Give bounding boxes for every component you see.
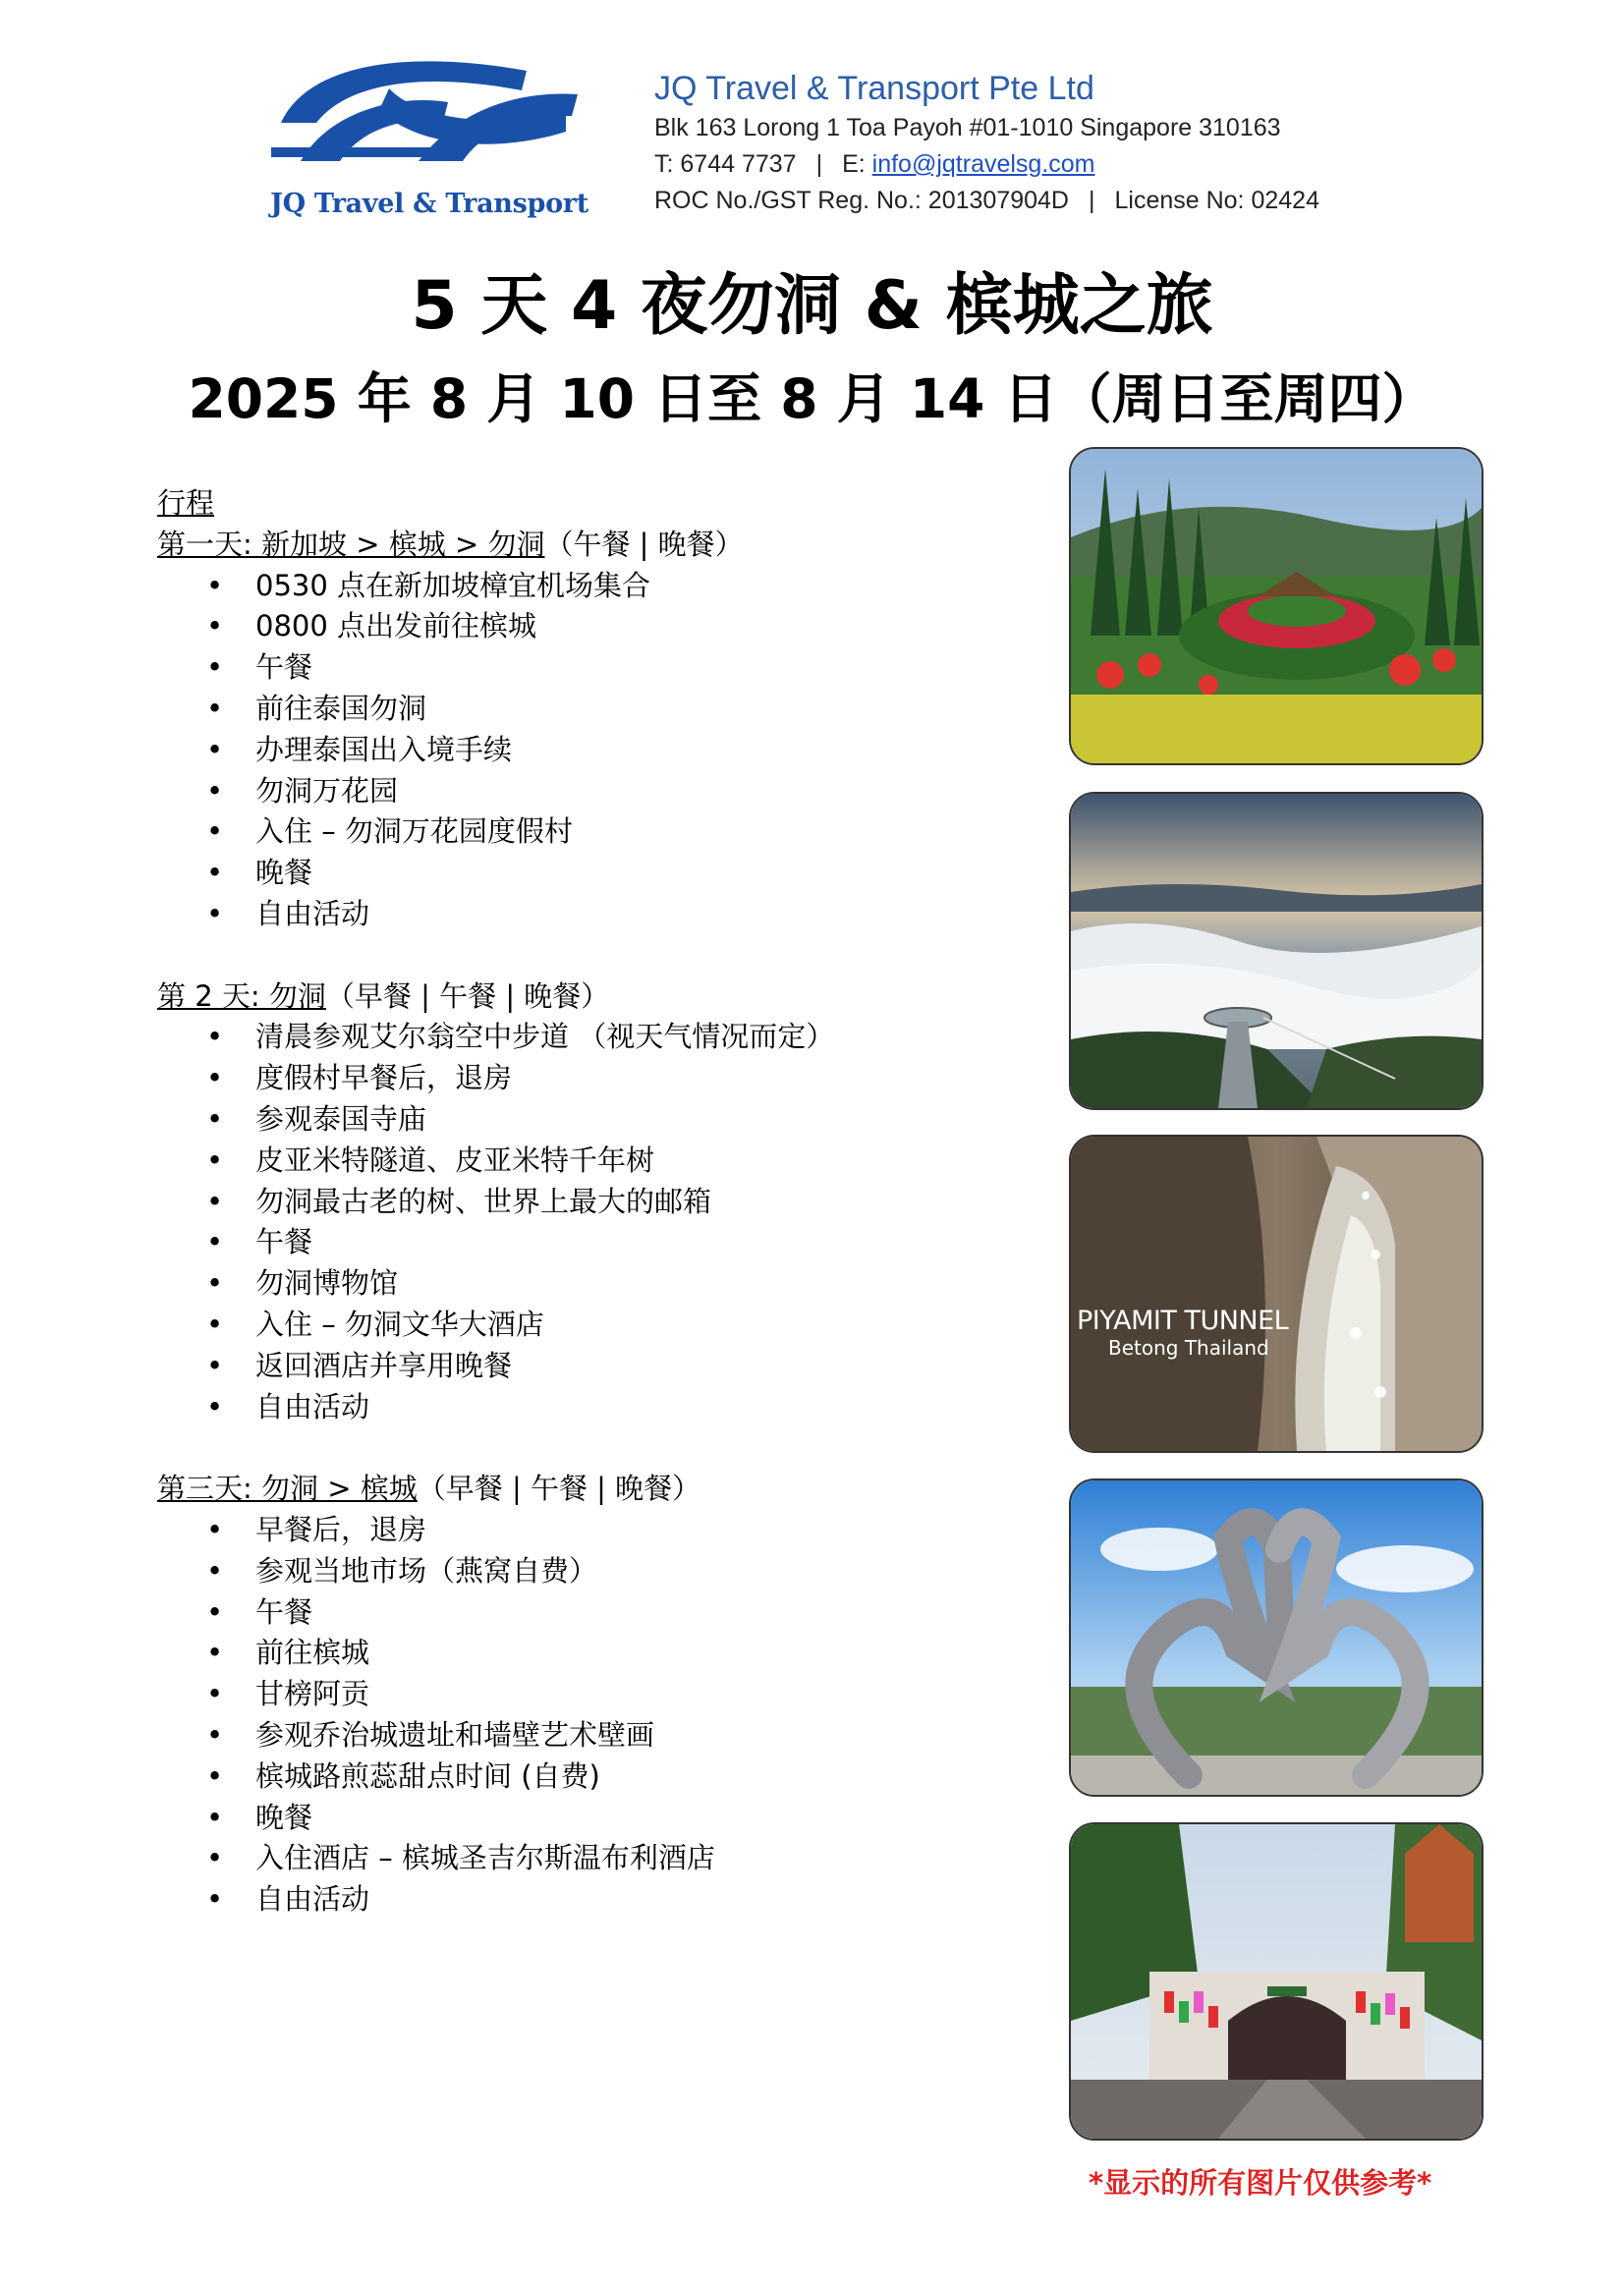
- email-link[interactable]: info@jqtravelsg.com: [871, 150, 1095, 178]
- photo-caption-title: PIYAMIT TUNNEL: [1077, 1306, 1289, 1336]
- day-1-heading: [157, 525, 1061, 566]
- list-item: • 自由活动: [157, 894, 1061, 935]
- list-item: • 0530 点在新加坡樟宜机场集合: [157, 566, 1061, 607]
- email-label: E:: [842, 150, 866, 178]
- day-meals: （早餐 | 午餐 | 晚餐）: [417, 1472, 701, 1506]
- day-label: 第 2 天: 勿洞: [157, 978, 326, 1013]
- phone-number: T: 6744 7737: [654, 150, 797, 178]
- day-3-heading: [157, 1469, 1061, 1510]
- list-item: • 自由活动: [157, 1387, 1061, 1428]
- list-item: • 入住 – 勿洞文华大酒店: [157, 1305, 1061, 1346]
- company-name: JQ Travel & Transport Pte Ltd: [654, 70, 1094, 107]
- registration-line: [654, 183, 1319, 219]
- company-logo: [267, 51, 591, 228]
- list-item: • 午餐: [157, 1592, 1061, 1634]
- list-item: • 前往泰国勿洞: [157, 689, 1061, 730]
- list-item: • 皮亚米特隧道、皮亚米特千年树: [157, 1141, 1061, 1182]
- list-item: • 前往槟城: [157, 1633, 1061, 1674]
- tour-dates: 2025 年 8 月 10 日至 8 月 14 日（周日至周四）: [188, 367, 1436, 430]
- list-item: • 参观乔治城遗址和墙壁艺术壁画: [157, 1715, 1061, 1756]
- garden-photo-icon: [1071, 449, 1482, 763]
- list-item: • 返回酒店并享用晚餐: [157, 1346, 1061, 1387]
- company-info: [654, 67, 1319, 219]
- list-item: • 甘榜阿贡: [157, 1674, 1061, 1715]
- tour-title: 5 天 4 夜勿洞 & 槟城之旅: [411, 267, 1213, 345]
- list-item: • 勿洞博物馆: [157, 1263, 1061, 1305]
- list-item: • 0800 点出发前往槟城: [157, 606, 1061, 647]
- jq-logo-icon: [271, 51, 588, 184]
- separator: |: [815, 150, 823, 178]
- itinerary: [157, 483, 1061, 1921]
- day-label: 第三天: 勿洞 > 槟城: [157, 1472, 418, 1506]
- day-meals: （早餐 | 午餐 | 晚餐）: [325, 978, 610, 1013]
- hand-heart-sculpture-photo: [1069, 1478, 1484, 1797]
- day-label: 第一天: 新加坡 > 槟城 > 勿洞: [157, 527, 545, 561]
- company-address: Blk 163 Lorong 1 Toa Payoh #01-1010 Singapore 310163: [654, 114, 1281, 141]
- list-item: • 入住 – 勿洞万花园度假村: [157, 811, 1061, 853]
- day-meals: （午餐 | 晚餐）: [544, 527, 744, 561]
- garden-photo: [1069, 447, 1484, 765]
- disclaimer: *显示的所有图片仅供参考*: [1089, 2166, 1432, 2200]
- day-3-list: [157, 1510, 1061, 1921]
- list-item: • 勿洞万花园: [157, 771, 1061, 812]
- list-item: • 早餐后，退房: [157, 1510, 1061, 1551]
- list-item: • 晚餐: [157, 1798, 1061, 1839]
- lantern-tunnel-photo: [1069, 1822, 1484, 2141]
- photo-caption-subtitle: Betong Thailand: [1108, 1336, 1269, 1360]
- list-item: • 参观泰国寺庙: [157, 1099, 1061, 1141]
- lantern-tunnel-photo-icon: [1071, 1824, 1482, 2139]
- day-2-heading: [157, 976, 1061, 1018]
- list-item: • 清晨参观艾尔翁空中步道 （视天气情况而定）: [157, 1017, 1061, 1058]
- itinerary-heading: 行程: [157, 486, 215, 520]
- hand-heart-sculpture-photo-icon: [1071, 1480, 1482, 1795]
- list-item: • 度假村早餐后，退房: [157, 1058, 1061, 1099]
- roc-number: ROC No./GST Reg. No.: 201307904D: [654, 187, 1069, 214]
- list-item: • 槟城路煎蕊甜点时间 (自费): [157, 1756, 1061, 1798]
- logo-caption: JQ Travel & Transport: [270, 189, 588, 219]
- spacer: [157, 1427, 1061, 1469]
- list-item: • 勿洞最古老的树、世界上最大的邮箱: [157, 1182, 1061, 1223]
- day-1-list: [157, 566, 1061, 935]
- day-2-list: [157, 1017, 1061, 1427]
- list-item: • 办理泰国出入境手续: [157, 730, 1061, 771]
- list-item: • 入住酒店 – 槟城圣吉尔斯温布利酒店: [157, 1838, 1061, 1879]
- photo-caption: [1077, 1306, 1288, 1360]
- spacer: [157, 935, 1061, 976]
- list-item: • 午餐: [157, 647, 1061, 689]
- tunnel-photo-icon: [1071, 1137, 1482, 1451]
- skywalk-photo-icon: [1071, 794, 1482, 1108]
- license-number: License No: 02424: [1114, 187, 1319, 214]
- skywalk-photo: [1069, 792, 1484, 1110]
- separator: |: [1088, 187, 1095, 214]
- list-item: • 自由活动: [157, 1879, 1061, 1921]
- list-item: • 午餐: [157, 1222, 1061, 1263]
- list-item: • 晚餐: [157, 853, 1061, 894]
- contact-line: [654, 146, 1319, 183]
- list-item: • 参观当地市场（燕窝自费）: [157, 1551, 1061, 1592]
- tunnel-photo: [1069, 1135, 1484, 1453]
